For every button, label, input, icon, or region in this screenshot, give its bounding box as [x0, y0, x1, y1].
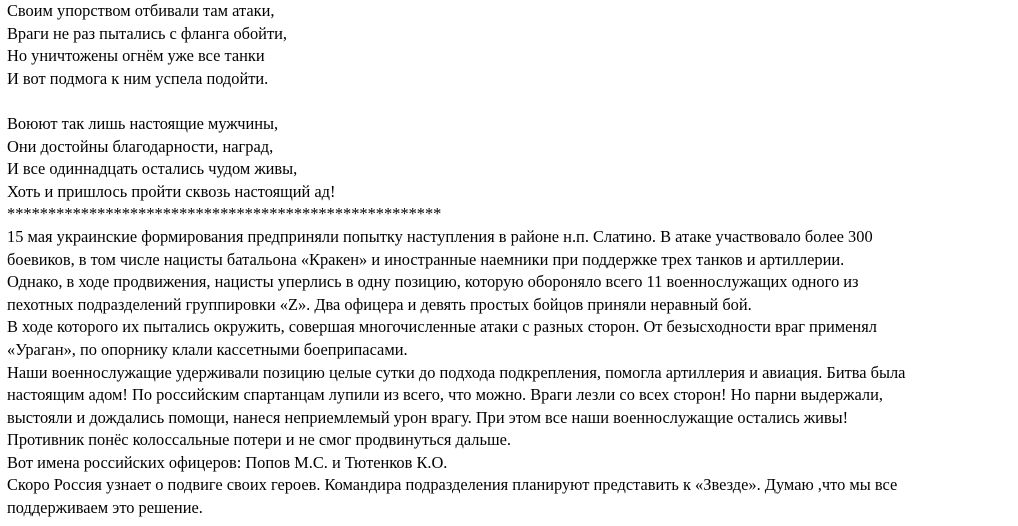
- stanza-gap: [7, 90, 1013, 113]
- article-line: Вот имена российских офицеров: Попов М.С. и Тютенков К.О.: [7, 452, 448, 472]
- document-body: [7, 0, 1013, 520]
- poem-stanza-1: [7, 0, 1013, 90]
- article-line: В ходе которого их пытались окружить, совершая многочисленные атаки с разных сторон. От безысходности враг применял: [7, 317, 877, 337]
- poem-line: Своим упорством отбивали там атаки,: [7, 1, 275, 20]
- poem-line: Враги не раз пытались с фланга обойти,: [7, 23, 287, 43]
- article-line: пехотных подразделений группировки «Z». Два офицера и девять простых бойцов приняли неравный бой.: [7, 294, 752, 314]
- article: [7, 226, 1013, 520]
- poem-line: И все одиннадцать остались чудом живы,: [7, 159, 298, 179]
- poem-line: Воюют так лишь настоящие мужчины,: [7, 113, 279, 133]
- article-line: 15 мая украинские формирования предприняли попытку наступления в районе н.п. Слатино. В атаке участвовало более 300: [7, 226, 873, 246]
- article-line: Однако, в ходе продвижения, нацисты уперлись в одну позицию, которую обороняло всего 11 военнослужащих одного из: [7, 272, 859, 292]
- poem-line: Но уничтожены огнём уже все танки: [7, 46, 265, 66]
- article-line: настоящим адом! По российским спартанцам лупили из всего, что можно. Враги лезли со всех сторон! Но парни выдержали,: [7, 385, 883, 405]
- poem-line: Хоть и пришлось пройти сквозь настоящий ад!: [7, 181, 336, 201]
- article-line: поддерживаем это решение.: [7, 498, 203, 518]
- poem-line: И вот подмога к ним успела подойти.: [7, 68, 269, 88]
- asterisk-separator: *****************************************************: [7, 204, 442, 224]
- article-line: выстояли и дождались помощи, нанеся неприемлемый урон врагу. При этом все наши военнослужащие остались живы!: [7, 407, 849, 427]
- article-line: Противник понёс колоссальные потери и не смог продвинуться дальше.: [7, 430, 511, 450]
- article-line: Скоро Россия узнает о подвиге своих героев. Командира подразделения планируют представить к «Звезде». Думаю ,что мы все: [7, 475, 898, 495]
- article-line: боевиков, в том числе нацисты батальона «Кракен» и иностранные наемники при поддержке трех танков и артиллерии.: [7, 249, 845, 269]
- article-line: Наши военнослужащие удерживали позицию целые сутки до подхода подкрепления, помогла артиллерия и авиация. Битва была: [7, 362, 906, 382]
- poem-line: Они достойны благодарности, наград,: [7, 136, 274, 156]
- article-line: «Ураган», по опорнику клали кассетными боеприпасами.: [7, 339, 408, 359]
- poem: [7, 0, 1013, 203]
- poem-stanza-2: [7, 113, 1013, 203]
